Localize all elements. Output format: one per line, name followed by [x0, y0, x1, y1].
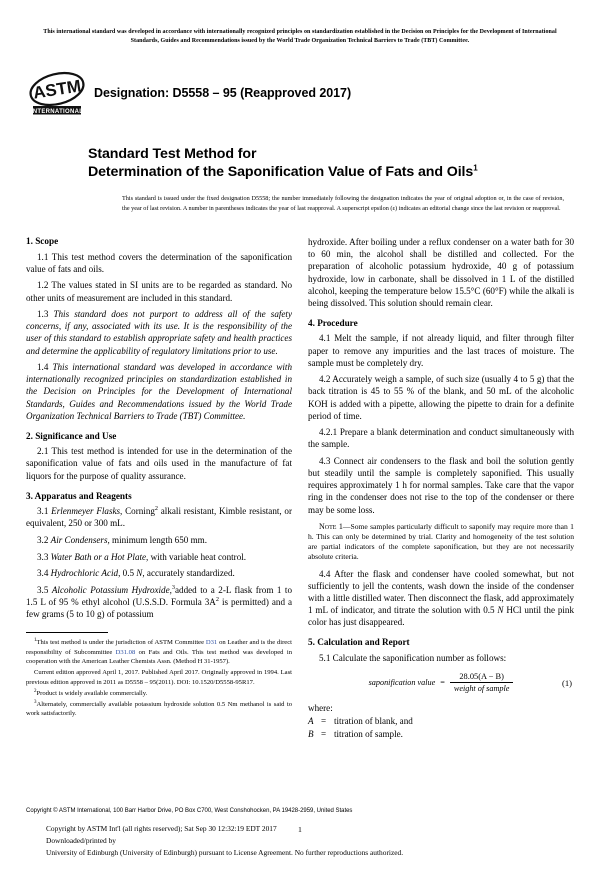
section-heading-apparatus: 3. Apparatus and Reagents	[26, 490, 132, 501]
astm-logo-icon	[26, 68, 88, 118]
paragraph-3-5-continued: hydroxide. After boiling under a reflux condenser on a water bath for 30 to 60 min, the alcohol shall be distilled and collected. For the preparation of alcoholic potassium hydroxide, 40 g of potassium hydroxide, low in carbonate, shall be dissolved in 1 L of the distilled alcohol, keeping the temperature below 15.5°C (60°F) while the alkali is being dissolved. This solution should remain clear.	[308, 237, 574, 308]
paragraph-4-2: 4.2 Accurately weigh a sample, of such size (usually 4 to 5 g) that the back titration is 45 to 55 % of the blank, and 50 mL of the alcoholic KOH is added with a pipette, allowing the pipette to drain for a definite period of time.	[308, 374, 574, 421]
paragraph-4-3: 4.3 Connect air condensers to the flask and boil the solution gently but steadily until the sample is completely saponified. This usually requires approximately 1 h for normal samples. Take care that the vapor ring in the condenser does not rise to the top of the condenser or there may be some loss.	[308, 456, 574, 515]
designation-row	[26, 67, 574, 119]
paragraph-4-4: 4.4 After the flask and condenser have cooled somewhat, but not sufficiently to jell the contents, wash down the inside of the condenser with a little distilled water. Then disconnect the flask, add approximately 1 mL of indicator, and titrate the solution with 0.5 N HCl until the pink color has just disappeared.	[308, 568, 575, 628]
left-column	[26, 236, 292, 740]
paragraph-1-4	[26, 361, 292, 422]
paragraph-1-1: 1.1 This test method covers the determination of the saponification value of fats and oils.	[26, 251, 292, 274]
definition-equals: =	[321, 728, 327, 739]
paragraph-1-3-text: This standard does not purport to address all of the safety concerns, if any, associated with its use. It is the responsibility of the user of this standard to establish appropriate safety and health practices and determine the applicability of regulatory limitations prior to use.	[26, 309, 292, 356]
definition-text: titration of blank, and	[334, 715, 413, 726]
right-column	[308, 236, 574, 740]
document-page	[0, 28, 600, 878]
paragraph-3-1-term: Erlenmeyer Flasks,	[51, 506, 123, 517]
paragraph-1-3-number: 1.3	[37, 309, 49, 320]
equation-1-equals: =	[440, 678, 445, 688]
paragraph-3-5: 3.5 Alcoholic Potassium Hydroxide,$^3$added to a 2-L flask from 1 to 1.5 L of 95 % ethyl alcohol (U.S.S.D. Formula $3A^2$ is permitted) and a few grams (5 to 10 g) of potassium	[26, 583, 293, 620]
equation-1-number: (1)	[561, 677, 572, 688]
definition-row	[308, 715, 574, 728]
equation-1-body	[369, 672, 514, 693]
paragraph-4-1: 4.1 Melt the sample, if not already liquid, and filter through filter paper to remove any impurities and the last traces of moisture. The sample must be completely dry.	[308, 333, 574, 368]
paragraph-3-1-number: 3.1	[37, 506, 49, 517]
equation-1-numerator: 28.05(A − B)	[459, 672, 504, 682]
definition-list	[308, 715, 574, 741]
issue-note: This standard is issued under the fixed designation D5558; the number immediately following the designation indicates the year of original adoption or, in the case of revision, the year of last revision. A number in parentheses indicates the year of last reapproval. A superscript epsilon (ε) indicates an editorial change since the last revision or reapproval.	[122, 195, 564, 213]
link-d31-08[interactable]: D31.08	[115, 648, 136, 656]
license-line-3: University of Edinburgh (University of Edinburgh) pursuant to License Agreement. No further reproductions authorized.	[46, 847, 404, 857]
page-title	[88, 145, 574, 182]
paragraph-5-1: 5.1 Calculate the saponification number as follows:	[319, 652, 507, 663]
equation-1-denominator: weight of sample	[450, 682, 514, 693]
title-line-1: Standard Test Method for	[88, 145, 257, 162]
paragraph-1-4-number: 1.4	[37, 362, 49, 373]
footnote-1-edition: Current edition approved April 1, 2017. Published April 2017. Originally approved in 1994. Last previous edition approved in 2011 as D5558 – 95(2011). DOI: 10.1520/D5558-95R17.	[26, 669, 292, 686]
paragraph-1-4-text: This international standard was developed in accordance with internationally recognized principles on standardization established in the Decision on Principles for the Development of International Standards, Guides and Recommendations issued by the World Trade Organization Technical Barriers to Trade (TBT) Committee.	[26, 362, 292, 421]
designation-text: Designation: D5558 – 95 (Reapproved 2017)	[94, 85, 352, 100]
paragraph-3-2-term: Air Condensers,	[50, 534, 110, 545]
license-line-2: Downloaded/printed by	[46, 835, 116, 845]
definition-symbol: A	[308, 715, 314, 726]
definition-symbol: B	[308, 728, 314, 739]
where-label: where:	[308, 702, 333, 713]
paragraph-4-2-1: 4.2.1 Prepare a blank determination and conduct simultaneously with the sample.	[308, 427, 574, 450]
footnote-marker-3: 3	[171, 583, 175, 591]
paragraph-2-1: 2.1 This test method is intended for use in the determination of the saponification value of fats and oils used in the manufacture of fat liquors for the purpose of quality assurance.	[26, 446, 292, 481]
paragraph-1-3	[26, 308, 292, 357]
definition-row	[308, 728, 574, 741]
footnote-marker-2b: 2	[215, 595, 219, 603]
title-block	[88, 145, 574, 215]
paragraph-3-5-number: 3.5	[37, 584, 49, 595]
section-heading-scope: 1. Scope	[26, 236, 59, 247]
equation-1-lhs: saponification value	[368, 678, 436, 688]
paragraph-3-3-term: Water Bath or a Hot Plate,	[50, 551, 149, 562]
paragraph-3-3-number: 3.3	[37, 551, 49, 562]
paragraph-3-4: 3.4 Hydrochloric Acid, 0.5 N, accurately standardized.	[37, 568, 235, 579]
footnote-2: $^2$Product is widely available commercially.	[34, 688, 148, 697]
tbt-banner: This international standard was developed in accordance with internationally recognized principles on standardization established in the Decision on Principles for the Development of International Standards, Guides and Recommendations issued by the World Trade Organization Technical Barriers to Trade (TBT) Committee.	[43, 29, 557, 45]
paragraph-3-3: 3.3 Water Bath or a Hot Plate, with variable heat control.	[37, 551, 247, 562]
section-heading-significance: 2. Significance and Use	[26, 430, 117, 441]
paragraph-3-4-number: 3.4	[37, 568, 49, 579]
note-1: Note 1—Some samples particularly difficult to saponify may require more than 1 h. This can only be determined by trial. Clarity and homogeneity of the test solution are partial indicators of the complete saponification, but they are not necessarily absolute criteria.	[308, 521, 574, 562]
equation-1	[308, 670, 574, 696]
paragraph-1-2: 1.2 The values stated in SI units are to be regarded as standard. No other units of measurement are included in this standard.	[26, 280, 292, 303]
paragraph-3-5-term: Alcoholic Potassium Hydroxide,	[51, 584, 172, 595]
definition-text: titration of sample.	[334, 728, 403, 739]
definition-equals: =	[321, 715, 327, 726]
link-d31[interactable]: D31	[205, 639, 218, 647]
footnote-marker-2: 2	[154, 505, 159, 513]
footnote-1: $^1$This test method is under the jurisdiction of ASTM Committee D31 on Leather and is the direct responsibility of Subcommittee D31.08 on Fats and Oils. This test method was developed in cooperation with the American Leather Chemists Assn. (Method H 31-1957).	[26, 637, 292, 666]
body-columns	[26, 236, 574, 740]
paragraph-3-1: 3.1 Erlenmeyer Flasks, Corning$^2$ alkali resistant, Kimble resistant, or equivalent, 250 or 300 mL.	[26, 505, 293, 529]
title-line-2: Determination of the Saponification Value of Fats and Oils$^1$	[88, 163, 478, 181]
page-number: 1	[298, 825, 302, 834]
license-line-1: Copyright by ASTM Int'l (all rights reserved); Sat Sep 30 12:32:19 EDT 2017	[46, 824, 277, 833]
paragraph-3-4-term: Hydrochloric Acid,	[50, 568, 121, 579]
copyright-line: Copyright © ASTM International, 100 Barr Harbor Drive, PO Box C700, West Conshohocken, PA 19428-2959, United States	[26, 808, 353, 814]
note-1-label: Note 1	[319, 521, 343, 531]
footnote-3: $^3$Alternately, commercially available potassium hydroxide solution 0.5 Nm methanol is said to work satisfactorily.	[26, 699, 292, 718]
note-1-text: Some samples particularly difficult to saponify may require more than 1 h. This can only be determined by trial. Clarity and homogeneity of the test solution are partial indicators of the complete saponification, but they are not necessarily absolute criteria.	[308, 521, 574, 562]
section-heading-procedure: 4. Procedure	[308, 317, 358, 328]
footnote-divider	[26, 632, 108, 633]
title-footnote-marker: 1	[473, 163, 478, 173]
paragraph-3-2-number: 3.2	[37, 534, 49, 545]
paragraph-3-2: 3.2 Air Condensers, minimum length 650 mm.	[37, 534, 208, 545]
equation-1-fraction	[450, 672, 514, 693]
section-heading-calculation: 5. Calculation and Report	[308, 637, 410, 648]
svg-text:INTERNATIONAL: INTERNATIONAL	[30, 108, 84, 115]
svg-text:ASTM: ASTM	[31, 75, 83, 103]
